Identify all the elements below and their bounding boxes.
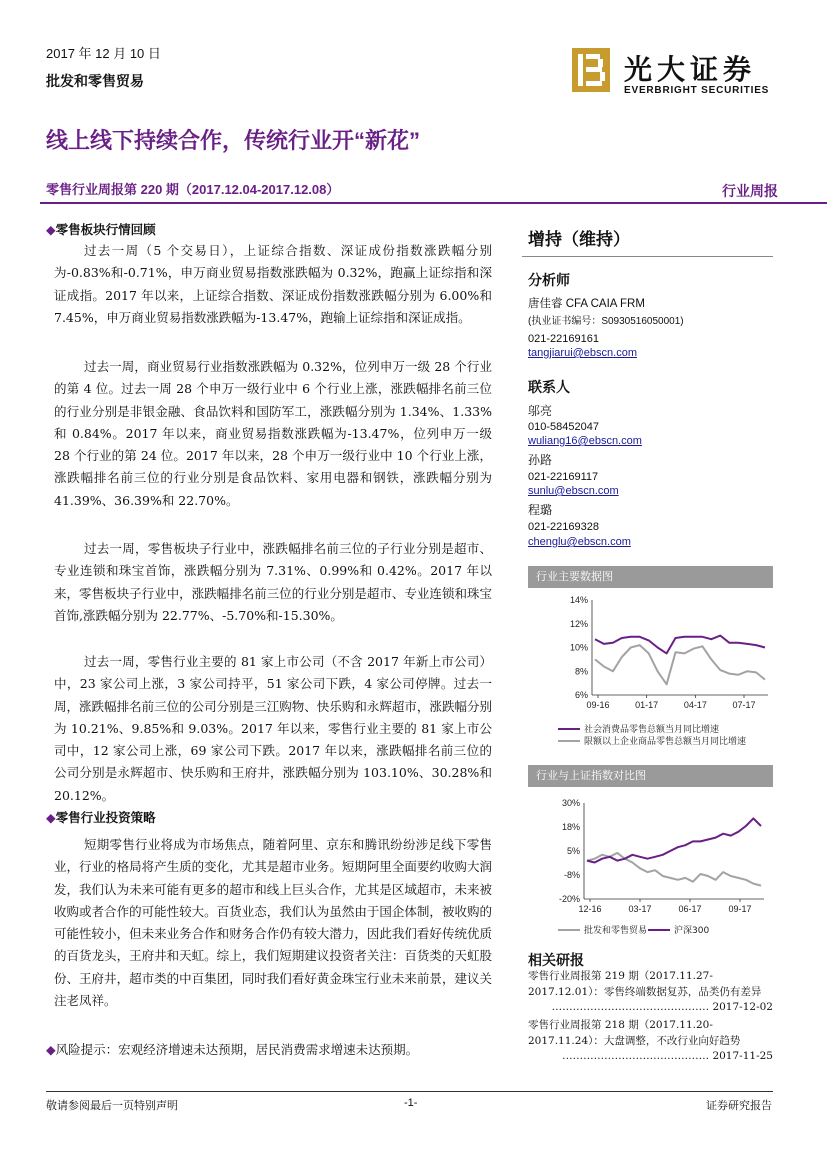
contact-email[interactable]: sunlu@ebscn.com: [528, 485, 619, 497]
legend-label: 沪深300: [674, 926, 710, 936]
contact-name: 程璐: [528, 503, 553, 517]
contact-phone: 021-22169117: [528, 471, 599, 483]
x-tick-label: 03-17: [628, 904, 652, 914]
section-heading-strategy: ◆零售行业投资策略: [46, 811, 156, 825]
x-tick-label: 09-16: [586, 700, 610, 710]
report-date: 2017 年 12 月 10 日: [46, 46, 161, 61]
diamond-bullet-icon: ◆: [46, 1042, 56, 1057]
analyst-cert: (执业证书编号：S0930516050001): [528, 316, 684, 327]
section-heading-review: ◆零售板块行情回顾: [46, 223, 156, 237]
analyst-heading: 分析师: [528, 272, 570, 288]
everbright-logo-icon: [572, 48, 610, 92]
contacts-heading: 联系人: [528, 379, 570, 395]
x-tick-label: 01-17: [635, 700, 659, 710]
y-tick-label: 12%: [569, 618, 588, 629]
diamond-bullet-icon: ◆: [46, 223, 56, 237]
retail-sales-chart: [528, 592, 773, 752]
series-line: [595, 636, 765, 654]
report-title: 线上线下持续合作，传统行业开“新花”: [46, 128, 421, 153]
analyst-name: 唐佳睿 CFA CAIA FRM: [528, 298, 645, 310]
related-heading: 相关研报: [528, 952, 584, 968]
y-tick-label: 30%: [561, 798, 580, 808]
y-tick-label: -8%: [563, 870, 580, 880]
analyst-phone: 021-22169161: [528, 333, 599, 345]
paragraph: 过去一周，零售板块子行业中，涨跌幅排名前三位的子行业分别是超市、专业连锁和珠宝首饰，涨跌幅分别为 7.31%、0.99%和 0.42%。2017 年以来，零售板块子行业中，涨跌幅排名前三位的行业分别是超市、专业连锁和珠宝首饰,涨跌幅分别为 22.77%、-5.70%和-15.30%。: [54, 541, 492, 623]
contact-name: 邬亮: [528, 404, 553, 418]
related-report[interactable]: 零售行业周报第 219 期（2017.11.27-2017.12.01）：零售终端数据复苏，品类仍有差异 ……………………………………… 2017-12-02: [528, 970, 773, 1013]
report-subtitle: 零售行业周报第 220 期（2017.12.04-2017.12.08）: [46, 182, 340, 197]
y-tick-label: -20%: [558, 894, 580, 904]
page-number: -1-: [404, 1097, 418, 1109]
brand-name-en: EVERBRIGHT SECURITIES: [624, 85, 770, 96]
y-tick-label: 6%: [574, 690, 588, 700]
x-tick-label: 04-17: [683, 700, 707, 710]
y-tick-label: 8%: [574, 666, 588, 677]
chart-title: 行业主要数据图: [528, 566, 773, 588]
contact-phone: 021-22169328: [528, 521, 599, 533]
index-comparison-chart: [528, 792, 773, 942]
contact-email[interactable]: chenglu@ebscn.com: [528, 536, 631, 548]
brand-logo: [572, 48, 610, 97]
paragraph: 过去一周，商业贸易行业指数涨跌幅为 0.32%，位列申万一级 28 个行业的第 4 位。过去一周 28 个申万一级行业中 6 个行业上涨，涨跌幅排名前三位的行业分别是非银金融、食品饮料和国防军工，涨跌幅分别为 1.34%、1.33%和 0.84%。2017 年以来，商业贸易指数涨跌幅为-13.47%，位列申万一级 28 个行业的第 24 位。2017 年以来，28 个申万一级行业中 10 个行业上涨，涨跌幅排名前三位的行业分别是食品饮料、家用电器和钢铁，涨跌幅分别为 41.39%、36.39%和 22.70%。: [54, 359, 492, 508]
y-tick-label: 10%: [569, 642, 588, 653]
x-tick-label: 09-17: [728, 904, 752, 914]
analyst-email[interactable]: tangjiarui@ebscn.com: [528, 347, 637, 359]
report-type: 行业周报: [722, 183, 778, 199]
legend-label: 批发和零售贸易: [584, 926, 648, 936]
series-line: [595, 645, 765, 684]
legend-label: 社会消费品零售总额当月同比增速: [584, 725, 720, 735]
rating: 增持（维持）: [528, 230, 630, 249]
paragraph: 过去一周（5 个交易日），上证综合指数、深证成份指数涨跌幅分别为-0.83%和-0.71%，申万商业贸易指数涨跌幅为 0.32%，跑赢上证综指和深证成指。2017 年以来，上证综合指数、深证成份指数涨跌幅分别为 6.00%和 7.45%，申万商业贸易指数涨跌幅为-13.47%，跑输上证综指和深证成指。: [54, 243, 492, 325]
x-tick-label: 12-16: [578, 904, 602, 914]
rating-divider: [522, 256, 773, 257]
title-divider: [40, 202, 827, 204]
brand-name-cn: 光大证券: [624, 53, 757, 86]
footer-disclaimer: 敬请参阅最后一页特别声明: [46, 1100, 178, 1112]
y-tick-label: 18%: [561, 822, 580, 832]
paragraph: 短期零售行业将成为市场焦点，随着阿里、京东和腾讯纷纷涉足线下零售业，行业的格局将产生质的变化，尤其是超市业务。短期阿里全面要约收购大润发，我们认为未来可能有更多的超市和线上巨头合作，尤其是区域超市，未来被收购或者合作的可能性较大。百货业态，我们认为虽然由于国企体制，被收购的可能性较小，但未来业务合作和财务合作仍有较大潜力，因此我们看好传统优质的百货龙头，王府井和天虹。综上，我们短期建议投资者关注：百货类的天虹股份、王府井，超市类的中百集团，同时我们看好黄金珠宝行业未来前景，建议关注老凤祥。: [54, 837, 492, 1009]
y-tick-label: 14%: [569, 595, 588, 605]
chart-title: 行业与上证指数对比图: [528, 765, 773, 787]
y-tick-label: 5%: [566, 846, 580, 856]
contact-email[interactable]: wuliang16@ebscn.com: [528, 435, 642, 447]
sector-label: 批发和零售贸易: [46, 73, 144, 89]
contact-phone: 010-58452047: [528, 421, 599, 433]
footer-divider: [46, 1091, 773, 1092]
footer-report-label: 证券研究报告: [706, 1100, 772, 1112]
related-report[interactable]: 零售行业周报第 218 期（2017.11.20-2017.11.24）：大盘调整，不改行业向好趋势 …………………………………… 2017-11-25: [528, 1019, 773, 1062]
x-tick-label: 06-17: [678, 904, 702, 914]
paragraph: 过去一周，零售行业主要的 81 家上市公司（不含 2017 年新上市公司）中，23 家公司上涨，3 家公司持平，51 家公司下跌，4 家公司停牌。过去一周，涨跌幅排名前三位的公司分别是三江购物、快乐购和永辉超市，涨跌幅分别为 10.21%、9.85%和 9.03%。2017 年以来，零售行业主要的 81 家上市公司中，12 家公司上涨，69 家公司下跌。2017 年以来，涨跌幅排名前三位的公司分别是永辉超市、快乐购和王府井，涨跌幅分别为 103.10%、30.28%和 20.12%。: [54, 654, 492, 803]
risk-note: ◆风险提示：宏观经济增速未达预期，居民消费需求增速未达预期。: [46, 1042, 419, 1057]
contact-name: 孙路: [528, 453, 553, 467]
diamond-bullet-icon: ◆: [46, 811, 56, 825]
legend-label: 限额以上企业商品零售总额当月同比增速: [584, 737, 747, 747]
x-tick-label: 07-17: [732, 700, 756, 710]
